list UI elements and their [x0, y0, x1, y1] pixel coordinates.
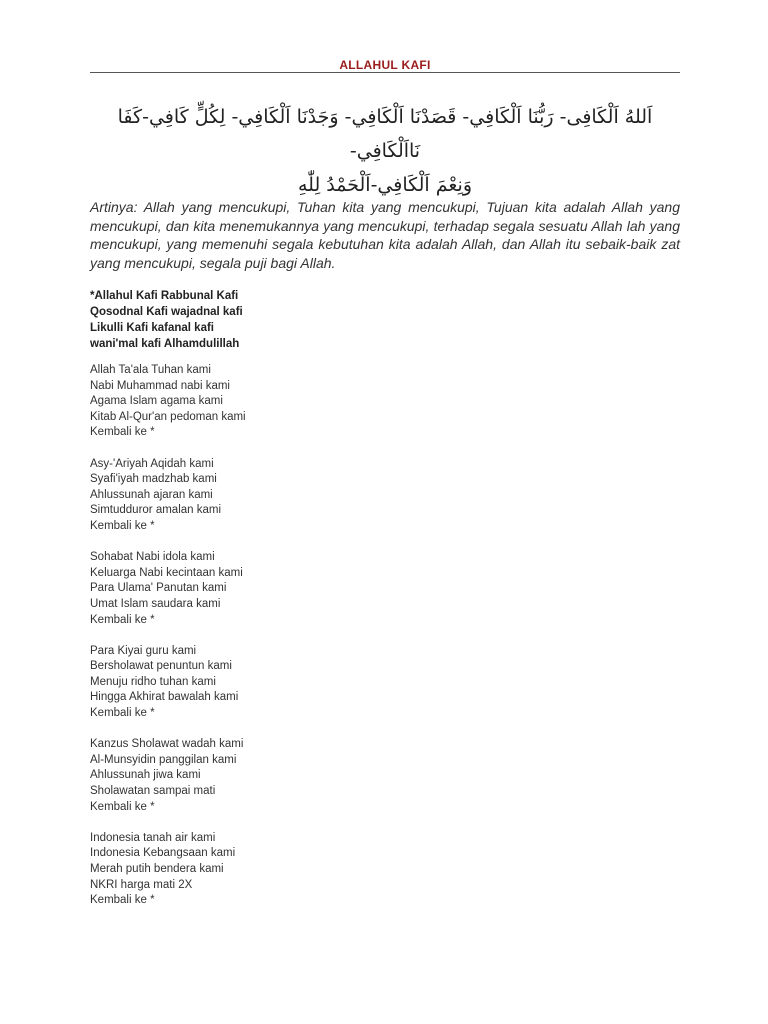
stanza-line: Hingga Akhirat bawalah kami [90, 691, 239, 704]
stanza-line: Sohabat Nabi idola kami [90, 551, 215, 564]
stanza-line: Para Ulama' Panutan kami [90, 582, 227, 595]
stanza-line: Simtudduror amalan kami [90, 504, 222, 517]
latin-line: Qosodnal Kafi wajadnal kafi [90, 306, 243, 318]
lyrics-stanzas [90, 363, 680, 924]
stanza-6 [90, 831, 680, 909]
latin-line: Likulli Kafi kafanal kafi [90, 322, 214, 334]
stanza-line: Para Kiyai guru kami [90, 644, 197, 657]
stanza-line: Keluarga Nabi kecintaan kami [90, 566, 243, 579]
stanza-line: Allah Ta'ala Tuhan kami [90, 364, 211, 376]
arabic-line-2: وَنِعْمَ اَلْكَافِي-اَلْحَمْدُ لِلّٰهِ [297, 174, 473, 196]
stanza-line: NKRI harga mati 2X [90, 878, 193, 891]
stanza-line: Merah putih bendera kami [90, 863, 224, 875]
document-title: ALLAHUL KAFI [339, 58, 431, 72]
stanza-4 [90, 644, 680, 722]
stanza-line: Nabi Muhammad nabi kami [90, 379, 230, 392]
title-divider [90, 72, 680, 73]
stanza-refrain: Kembali ke * [90, 426, 155, 439]
stanza-line: Agama Islam agama kami [90, 395, 223, 408]
arabic-line-1: اَللهُ اَلْكَافِى- رَبُّنَا اَلْكَافِي- قَصَدْنَا اَلْكَافِي- وَجَدْنَا اَلْكَافِي- لِكُلٍّ كَافِي-كَفَا نَااَلْكَافِي- [117, 106, 653, 162]
stanza-line: Umat Islam saudara kami [90, 597, 221, 610]
latin-transliteration [90, 288, 680, 352]
stanza-3 [90, 550, 680, 628]
stanza-line: Al-Munsyidin panggilan kami [90, 753, 237, 766]
latin-line: *Allahul Kafi Rabbunal Kafi [90, 290, 239, 302]
stanza-line: Asy-'Ariyah Aqidah kami [90, 457, 214, 470]
stanza-line: Sholawatan sampai mati [90, 785, 216, 798]
stanza-refrain: Kembali ke * [90, 707, 155, 720]
arabic-verse [90, 100, 680, 202]
stanza-line: Bersholawat penuntun kami [90, 660, 232, 673]
stanza-line: Syafi'iyah madzhab kami [90, 473, 217, 486]
stanza-2 [90, 457, 680, 535]
stanza-line: Indonesia tanah air kami [90, 831, 216, 844]
stanza-line: Kitab Al-Qur'an pedoman kami [90, 410, 246, 423]
stanza-line: Indonesia Kebangsaan kami [90, 847, 236, 860]
stanza-line: Kanzus Sholawat wadah kami [90, 738, 244, 751]
stanza-line: Menuju ridho tuhan kami [90, 675, 216, 688]
stanza-refrain: Kembali ke * [90, 613, 155, 626]
stanza-5 [90, 737, 680, 815]
translation-paragraph: Artinya: Allah yang mencukupi, Tuhan kita yang mencukupi, Tujuan kita adalah Allah yang mencukupi, dan kita menemukannya yang mencukupi, terhadap segala sesuatu Allah lah yang mencukupi, yang memenuhi segala kebutuhan kita adalah Allah, dan Allah itu sebaik-baik zat yang mencukupi, segala puji bagi Allah. [90, 199, 680, 271]
stanza-line: Ahlussunah ajaran kami [90, 488, 213, 501]
stanza-line: Ahlussunah jiwa kami [90, 769, 201, 782]
stanza-refrain: Kembali ke * [90, 800, 155, 813]
stanza-refrain: Kembali ke * [90, 894, 155, 907]
stanza-1 [90, 363, 680, 441]
latin-line: wani'mal kafi Alhamdulillah [90, 338, 240, 350]
stanza-refrain: Kembali ke * [90, 519, 155, 532]
